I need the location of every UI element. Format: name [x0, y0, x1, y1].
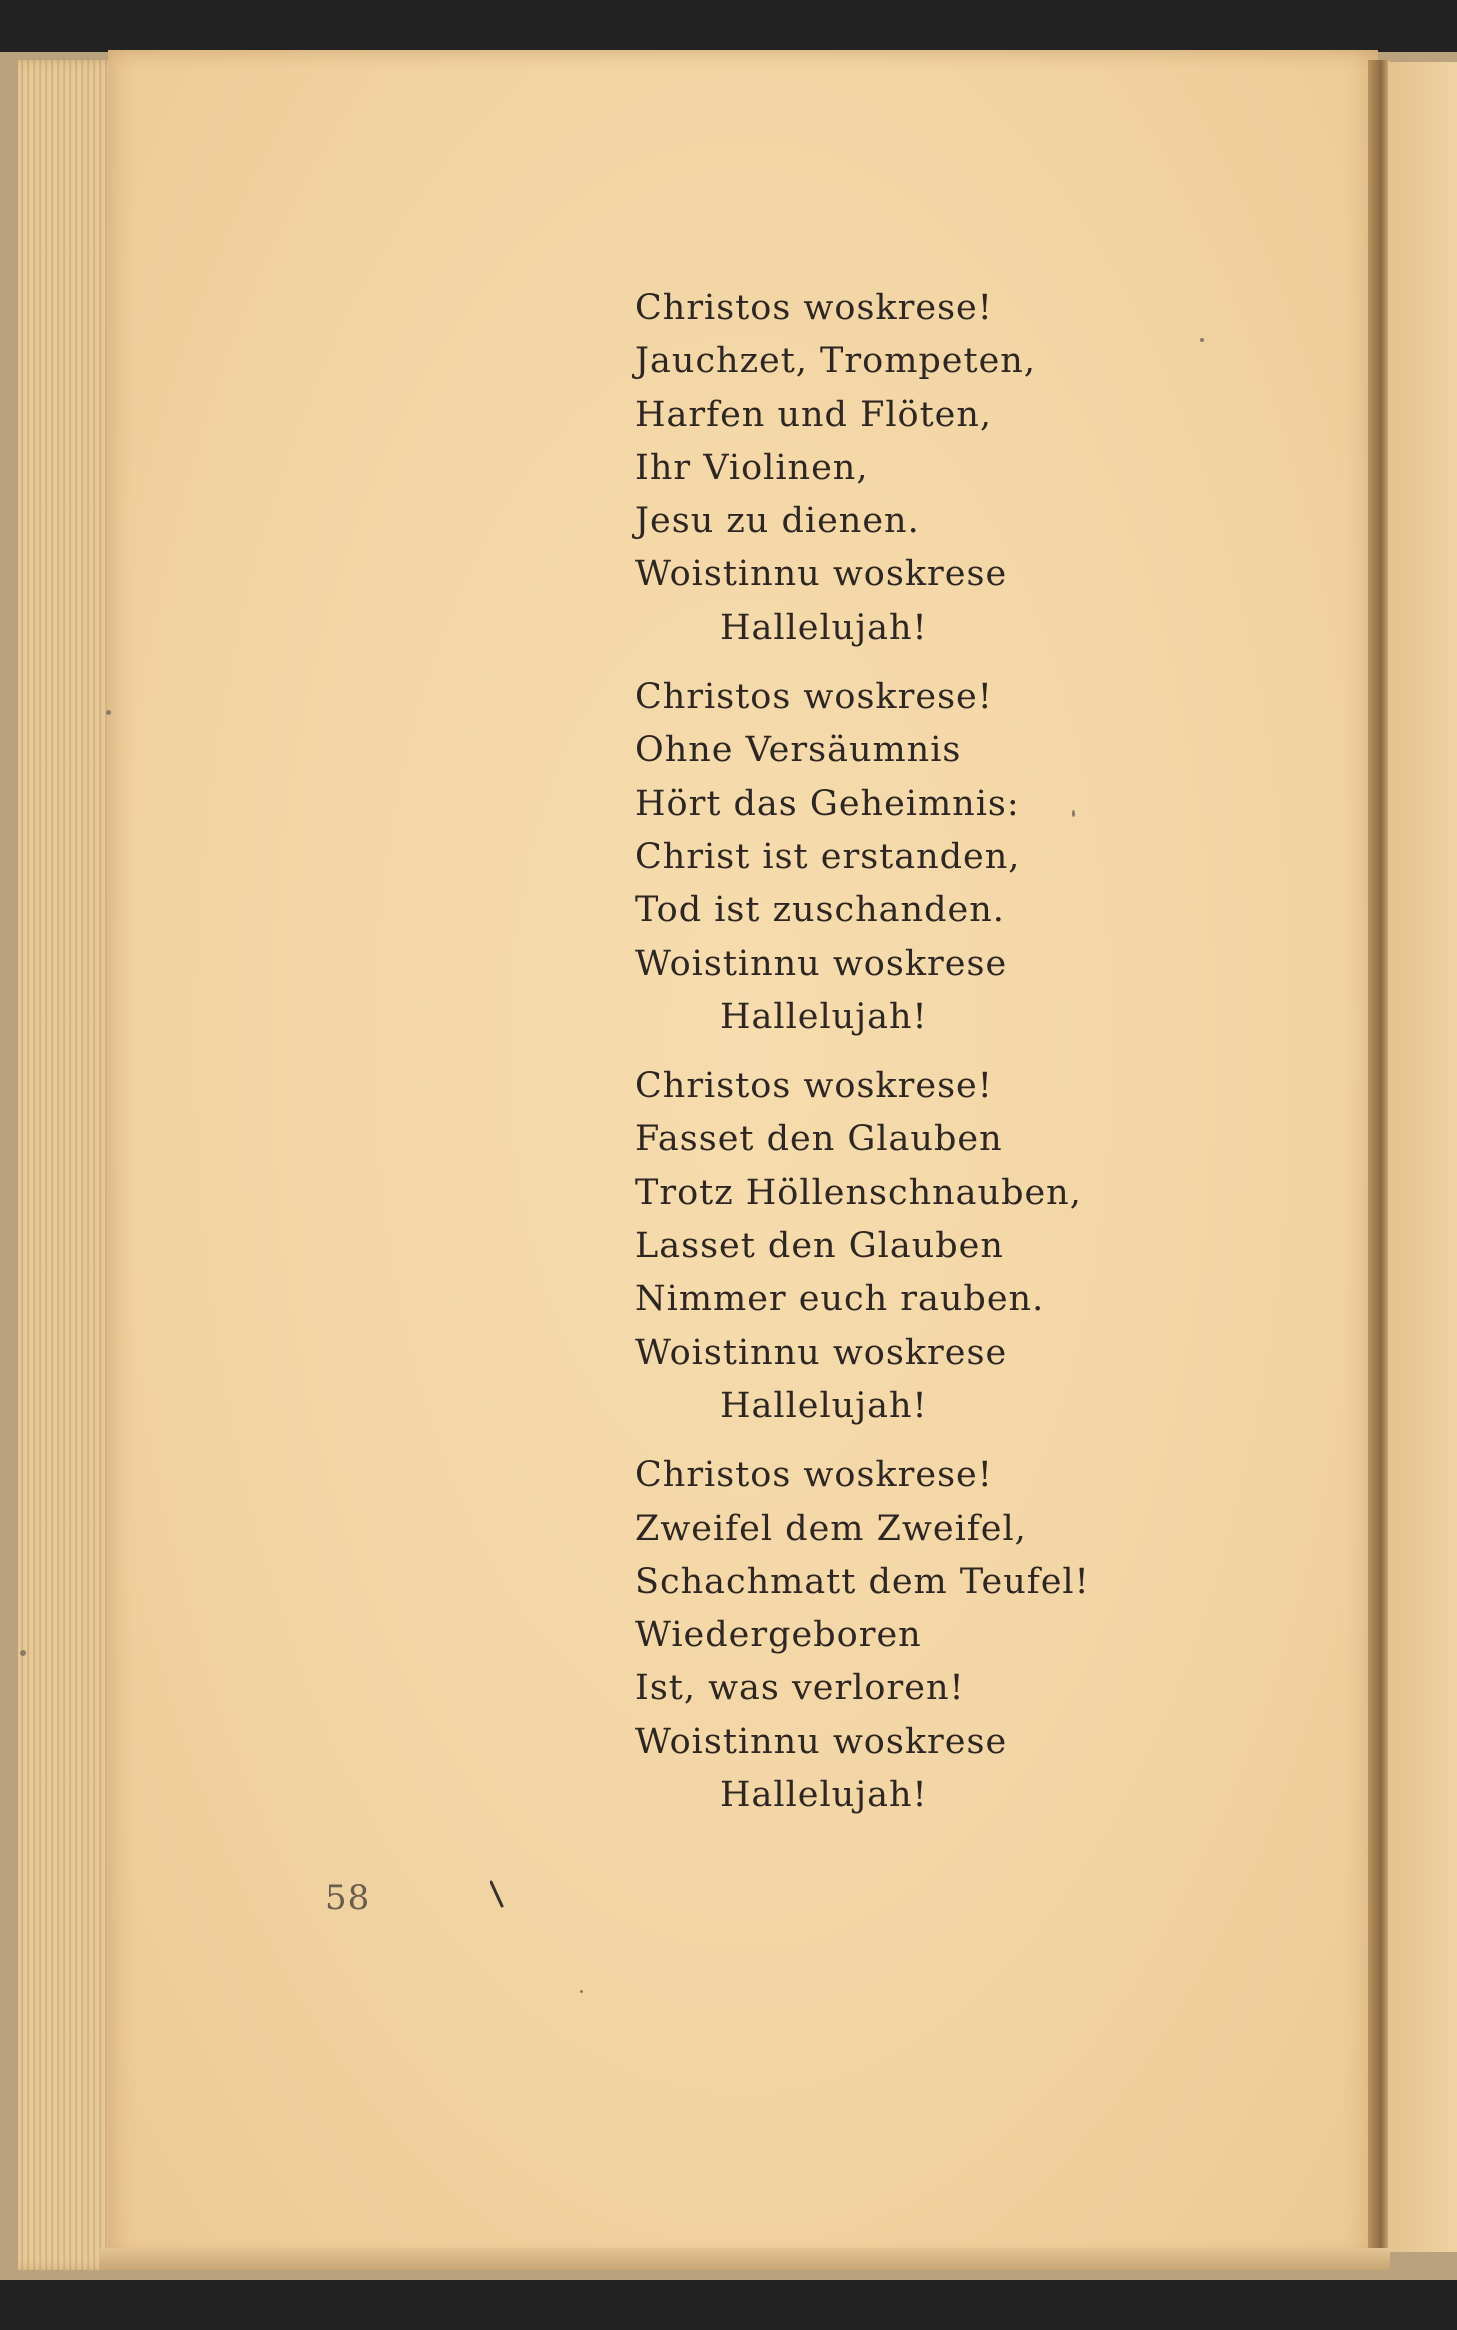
pencil-mark: [490, 1880, 504, 1908]
poem-line: Jauchzet, Trompeten,: [635, 341, 1036, 382]
refrain-line: Hallelujah!: [720, 996, 928, 1037]
paper-speck: [106, 710, 111, 715]
poem-line: Christos woskrese!: [635, 1066, 993, 1107]
refrain-line: Hallelujah!: [720, 1385, 928, 1426]
poem-line: Schachmatt dem Teufel!: [635, 1561, 1090, 1602]
refrain-line: Hallelujah!: [720, 607, 928, 648]
poem-line: Ihr Violinen,: [635, 447, 869, 488]
poem-line: Christ ist erstanden,: [635, 836, 1021, 877]
stanza: [635, 1060, 1255, 1433]
page-bottom-edge: [100, 2248, 1390, 2270]
paper-speck: [580, 1990, 583, 1993]
stanza: [635, 282, 1255, 655]
poem-line: Woistinnu woskrese: [635, 943, 1008, 984]
poem-line: Harfen und Flöten,: [635, 394, 993, 435]
poem-text: [635, 282, 1255, 1838]
poem-line: Lasset den Glauben: [635, 1226, 1004, 1267]
stanza: [635, 1449, 1255, 1822]
poem-line: Woistinnu woskrese: [635, 554, 1008, 595]
poem-line: Trotz Höllenschnauben,: [635, 1172, 1082, 1213]
poem-line: Woistinnu woskrese: [635, 1332, 1008, 1373]
refrain-line: Hallelujah!: [720, 1775, 928, 1816]
paper-speck: [20, 1650, 26, 1656]
poem-line: Wiedergeboren: [635, 1615, 922, 1656]
poem-line: Hört das Geheimnis:: [635, 783, 1020, 824]
poem-line: Fasset den Glauben: [635, 1119, 1003, 1160]
stacked-page-edges: [18, 60, 120, 2270]
poem-line: Christos woskrese!: [635, 677, 993, 718]
page-number: 58: [325, 1878, 371, 1918]
poem-line: Christos woskrese!: [635, 1455, 993, 1496]
poem-line: Ohne Versäumnis: [635, 730, 962, 771]
poem-line: Jesu zu dienen.: [635, 501, 920, 542]
poem-line: Nimmer euch rauben.: [635, 1279, 1045, 1320]
poem-line: Ist, was verloren!: [635, 1668, 965, 1709]
stanza: [635, 671, 1255, 1044]
poem-line: Christos woskrese!: [635, 288, 993, 328]
poem-line: Tod ist zuschanden.: [635, 890, 1005, 931]
poem-line: Woistinnu woskrese: [635, 1721, 1008, 1762]
poem-line: Zweifel dem Zweifel,: [635, 1508, 1027, 1549]
book-gutter: [1368, 60, 1390, 2260]
facing-page-edge: [1388, 62, 1457, 2252]
